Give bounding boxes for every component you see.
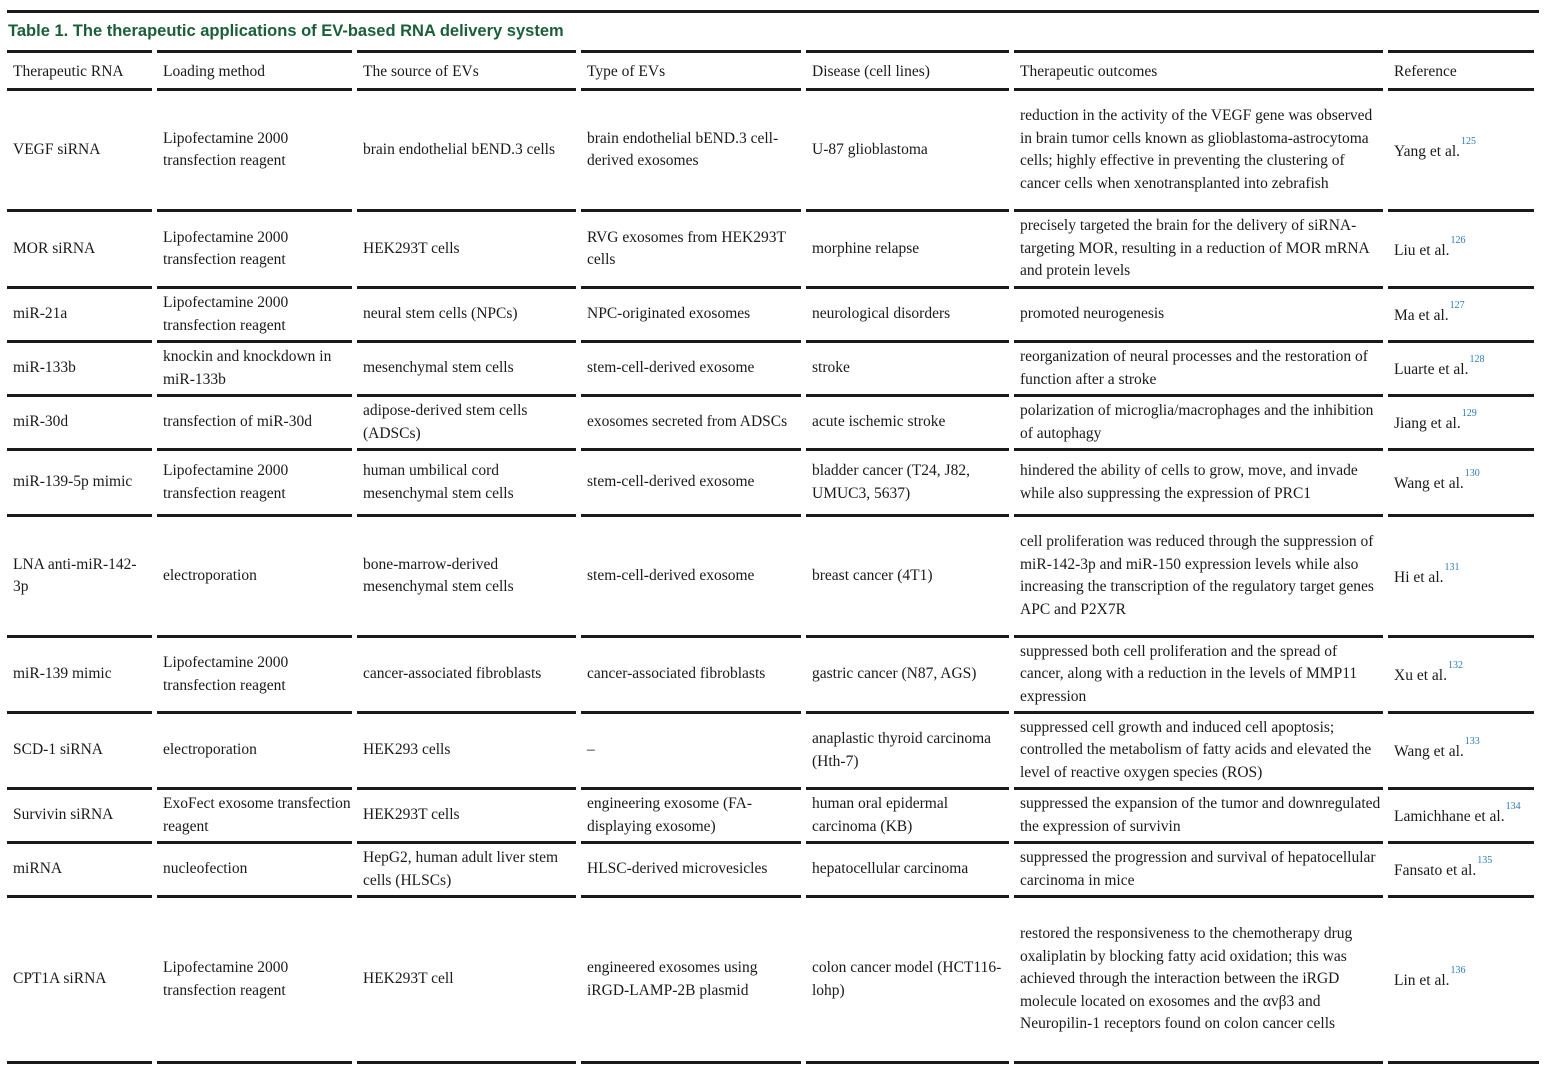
header-loading-method: Loading method [157, 53, 357, 88]
table-row [7, 711, 1539, 787]
ev-type-cell: engineering exosome (FA-displaying exosome) [581, 790, 806, 841]
disease-cell: U-87 glioblastoma [806, 91, 1014, 209]
reference-number-link[interactable]: 128 [1469, 354, 1485, 366]
ev-source-cell: HEK293T cell [357, 898, 581, 1061]
top-rule [7, 10, 1539, 13]
ev-type-cell: engineered exosomes using iRGD-LAMP-2B plasmid [581, 898, 806, 1061]
column-gap [576, 1061, 581, 1064]
reference-number-link[interactable]: 127 [1449, 300, 1465, 312]
loading-method-cell: Lipofectamine 2000 transfection reagent [157, 898, 357, 1061]
disease-cell: stroke [806, 343, 1014, 394]
therapeutic-rna-cell: miR-139-5p mimic [7, 451, 157, 514]
disease-cell: colon cancer model (HCT116-lohp) [806, 898, 1014, 1061]
column-gap [152, 1061, 157, 1064]
disease-cell: acute ischemic stroke [806, 397, 1014, 448]
reference-cell [1388, 638, 1539, 711]
reference-cell [1388, 212, 1539, 286]
table-row [7, 286, 1539, 340]
disease-cell: bladder cancer (T24, J82, UMUC3, 5637) [806, 451, 1014, 514]
ev-type-cell: cancer-associated fibroblasts [581, 638, 806, 711]
loading-method-cell: Lipofectamine 2000 transfection reagent [157, 289, 357, 340]
outcome-cell: reorganization of neural processes and the restoration of function after a stroke [1014, 343, 1388, 394]
ev-source-cell: HEK293 cells [357, 714, 581, 787]
outcome-cell: suppressed the progression and survival of hepatocellular carcinoma in mice [1014, 844, 1388, 895]
disease-cell: neurological disorders [806, 289, 1014, 340]
outcome-cell: suppressed the expansion of the tumor and downregulated the expression of survivin [1014, 790, 1388, 841]
loading-method-cell: transfection of miR-30d [157, 397, 357, 448]
disease-cell: gastric cancer (N87, AGS) [806, 638, 1014, 711]
header-type-of-evs: Type of EVs [581, 53, 806, 88]
reference-number-link[interactable]: 133 [1464, 736, 1480, 748]
reference-text: Fansato et al. [1394, 862, 1477, 880]
outcome-cell: precisely targeted the brain for the delivery of siRNA-targeting MOR, resulting in a reduction of MOR mRNA and protein levels [1014, 212, 1388, 286]
reference-cell [1388, 790, 1539, 841]
header-therapeutic-rna: Therapeutic RNA [7, 53, 157, 88]
ev-source-cell: HEK293T cells [357, 790, 581, 841]
ev-source-cell: neural stem cells (NPCs) [357, 289, 581, 340]
table-body [7, 88, 1539, 1061]
ev-source-cell: human umbilical cord mesenchymal stem cells [357, 451, 581, 514]
loading-method-cell: electroporation [157, 517, 357, 635]
reference-cell [1388, 517, 1539, 635]
reference-cell [1388, 451, 1539, 514]
outcome-cell: suppressed cell growth and induced cell apoptosis; controlled the metabolism of fatty acids and elevated the level of reactive oxygen species (ROS) [1014, 714, 1388, 787]
ev-type-cell: exosomes secreted from ADSCs [581, 397, 806, 448]
reference-number-link[interactable]: 132 [1447, 660, 1463, 672]
loading-method-cell: ExoFect exosome transfection reagent [157, 790, 357, 841]
ev-source-cell: mesenchymal stem cells [357, 343, 581, 394]
ev-type-cell: RVG exosomes from HEK293T cells [581, 212, 806, 286]
therapeutic-rna-cell: SCD-1 siRNA [7, 714, 157, 787]
reference-text: Xu et al. [1394, 667, 1447, 685]
outcome-cell: hindered the ability of cells to grow, move, and invade while also suppressing the expression of PRC1 [1014, 451, 1388, 514]
ev-source-cell: HepG2, human adult liver stem cells (HLSCs) [357, 844, 581, 895]
loading-method-cell: Lipofectamine 2000 transfection reagent [157, 451, 357, 514]
disease-cell: anaplastic thyroid carcinoma (Hth-7) [806, 714, 1014, 787]
loading-method-cell: knockin and knockdown in miR-133b [157, 343, 357, 394]
reference-text: Yang et al. [1394, 142, 1461, 160]
disease-cell: hepatocellular carcinoma [806, 844, 1014, 895]
outcome-cell: suppressed both cell proliferation and the spread of cancer, along with a reduction in the levels of MMP11 expression [1014, 638, 1388, 711]
therapeutic-rna-cell: MOR siRNA [7, 212, 157, 286]
table-row [7, 448, 1539, 514]
ev-type-cell: stem-cell-derived exosome [581, 517, 806, 635]
reference-number-link[interactable]: 135 [1477, 855, 1493, 867]
therapeutic-rna-cell: miR-21a [7, 289, 157, 340]
reference-text: Hi et al. [1394, 568, 1444, 586]
outcome-cell: polarization of microglia/macrophages and the inhibition of autophagy [1014, 397, 1388, 448]
disease-cell: breast cancer (4T1) [806, 517, 1014, 635]
reference-number-link[interactable]: 126 [1450, 234, 1466, 246]
therapeutic-table [7, 50, 1539, 1064]
table-row [7, 394, 1539, 448]
ev-type-cell: HLSC-derived microvesicles [581, 844, 806, 895]
therapeutic-rna-cell: miR-30d [7, 397, 157, 448]
header-source-of-evs: The source of EVs [357, 53, 581, 88]
reference-text: Jiang et al. [1394, 415, 1461, 433]
table-row [7, 841, 1539, 895]
ev-type-cell: stem-cell-derived exosome [581, 343, 806, 394]
reference-cell [1388, 289, 1539, 340]
therapeutic-rna-cell: miR-139 mimic [7, 638, 157, 711]
disease-cell: morphine relapse [806, 212, 1014, 286]
column-gap [352, 1061, 357, 1064]
reference-cell [1388, 898, 1539, 1061]
therapeutic-rna-cell: miRNA [7, 844, 157, 895]
header-disease: Disease (cell lines) [806, 53, 1014, 88]
reference-text: Lamichhane et al. [1394, 808, 1505, 826]
outcome-cell: reduction in the activity of the VEGF gene was observed in brain tumor cells known as glioblastoma-astrocytoma cells; highly effective in preventing the clustering of cancer cells when xenotransplanted into zebrafish [1014, 91, 1388, 209]
reference-number-link[interactable]: 134 [1505, 801, 1521, 813]
table-row [7, 209, 1539, 286]
reference-text: Wang et al. [1394, 475, 1464, 493]
therapeutic-rna-cell: miR-133b [7, 343, 157, 394]
reference-text: Lin et al. [1394, 972, 1450, 990]
reference-text: Liu et al. [1394, 241, 1450, 259]
reference-text: Wang et al. [1394, 743, 1464, 761]
table-row [7, 635, 1539, 711]
bottom-rule [7, 1061, 1539, 1064]
ev-type-cell: stem-cell-derived exosome [581, 451, 806, 514]
therapeutic-rna-cell: VEGF siRNA [7, 91, 157, 209]
therapeutic-rna-cell: CPT1A siRNA [7, 898, 157, 1061]
reference-number-link[interactable]: 136 [1450, 965, 1466, 977]
loading-method-cell: Lipofectamine 2000 transfection reagent [157, 638, 357, 711]
ev-source-cell: HEK293T cells [357, 212, 581, 286]
loading-method-cell: electroporation [157, 714, 357, 787]
table-row [7, 787, 1539, 841]
column-gap [801, 1061, 806, 1064]
ev-source-cell: cancer-associated fibroblasts [357, 638, 581, 711]
column-gap [1383, 1061, 1388, 1064]
therapeutic-rna-cell: LNA anti-miR-142-3p [7, 517, 157, 635]
disease-cell: human oral epidermal carcinoma (KB) [806, 790, 1014, 841]
reference-cell [1388, 844, 1539, 895]
table-row [7, 340, 1539, 394]
reference-number-link[interactable]: 130 [1464, 468, 1480, 480]
ev-type-cell: – [581, 714, 806, 787]
table-caption: Table 1. The therapeutic applications of EV-based RNA delivery system [8, 22, 564, 40]
therapeutic-rna-cell: Survivin siRNA [7, 790, 157, 841]
reference-cell [1388, 397, 1539, 448]
table-header [7, 50, 1539, 88]
reference-cell [1388, 343, 1539, 394]
table-row [7, 895, 1539, 1061]
ev-type-cell: brain endothelial bEND.3 cell-derived exosomes [581, 91, 806, 209]
ev-source-cell: brain endothelial bEND.3 cells [357, 91, 581, 209]
reference-number-link[interactable]: 125 [1461, 135, 1477, 147]
loading-method-cell: Lipofectamine 2000 transfection reagent [157, 91, 357, 209]
column-gap [1009, 1061, 1014, 1064]
loading-method-cell: Lipofectamine 2000 transfection reagent [157, 212, 357, 286]
reference-text: Ma et al. [1394, 307, 1449, 325]
outcome-cell: promoted neurogenesis [1014, 289, 1388, 340]
reference-number-link[interactable]: 129 [1461, 408, 1477, 420]
reference-cell [1388, 91, 1539, 209]
header-reference: Reference [1388, 53, 1539, 88]
ev-type-cell: NPC-originated exosomes [581, 289, 806, 340]
ev-source-cell: bone-marrow-derived mesenchymal stem cells [357, 517, 581, 635]
loading-method-cell: nucleofection [157, 844, 357, 895]
reference-cell [1388, 714, 1539, 787]
table-row [7, 88, 1539, 209]
outcome-cell: restored the responsiveness to the chemotherapy drug oxaliplatin by blocking fatty acid oxidation; this was achieved through the interaction between the iRGD molecule located on exosomes and the αvβ3 and Neuropilin-1 receptors found on colon cancer cells [1014, 898, 1388, 1061]
outcome-cell: cell proliferation was reduced through the suppression of miR-142-3p and miR-150 expression levels while also increasing the transcription of the regulatory target genes APC and P2X7R [1014, 517, 1388, 635]
ev-source-cell: adipose-derived stem cells (ADSCs) [357, 397, 581, 448]
reference-text: Luarte et al. [1394, 361, 1469, 379]
reference-number-link[interactable]: 131 [1444, 561, 1460, 573]
table-row [7, 514, 1539, 635]
header-therapeutic-outcomes: Therapeutic outcomes [1014, 53, 1388, 88]
